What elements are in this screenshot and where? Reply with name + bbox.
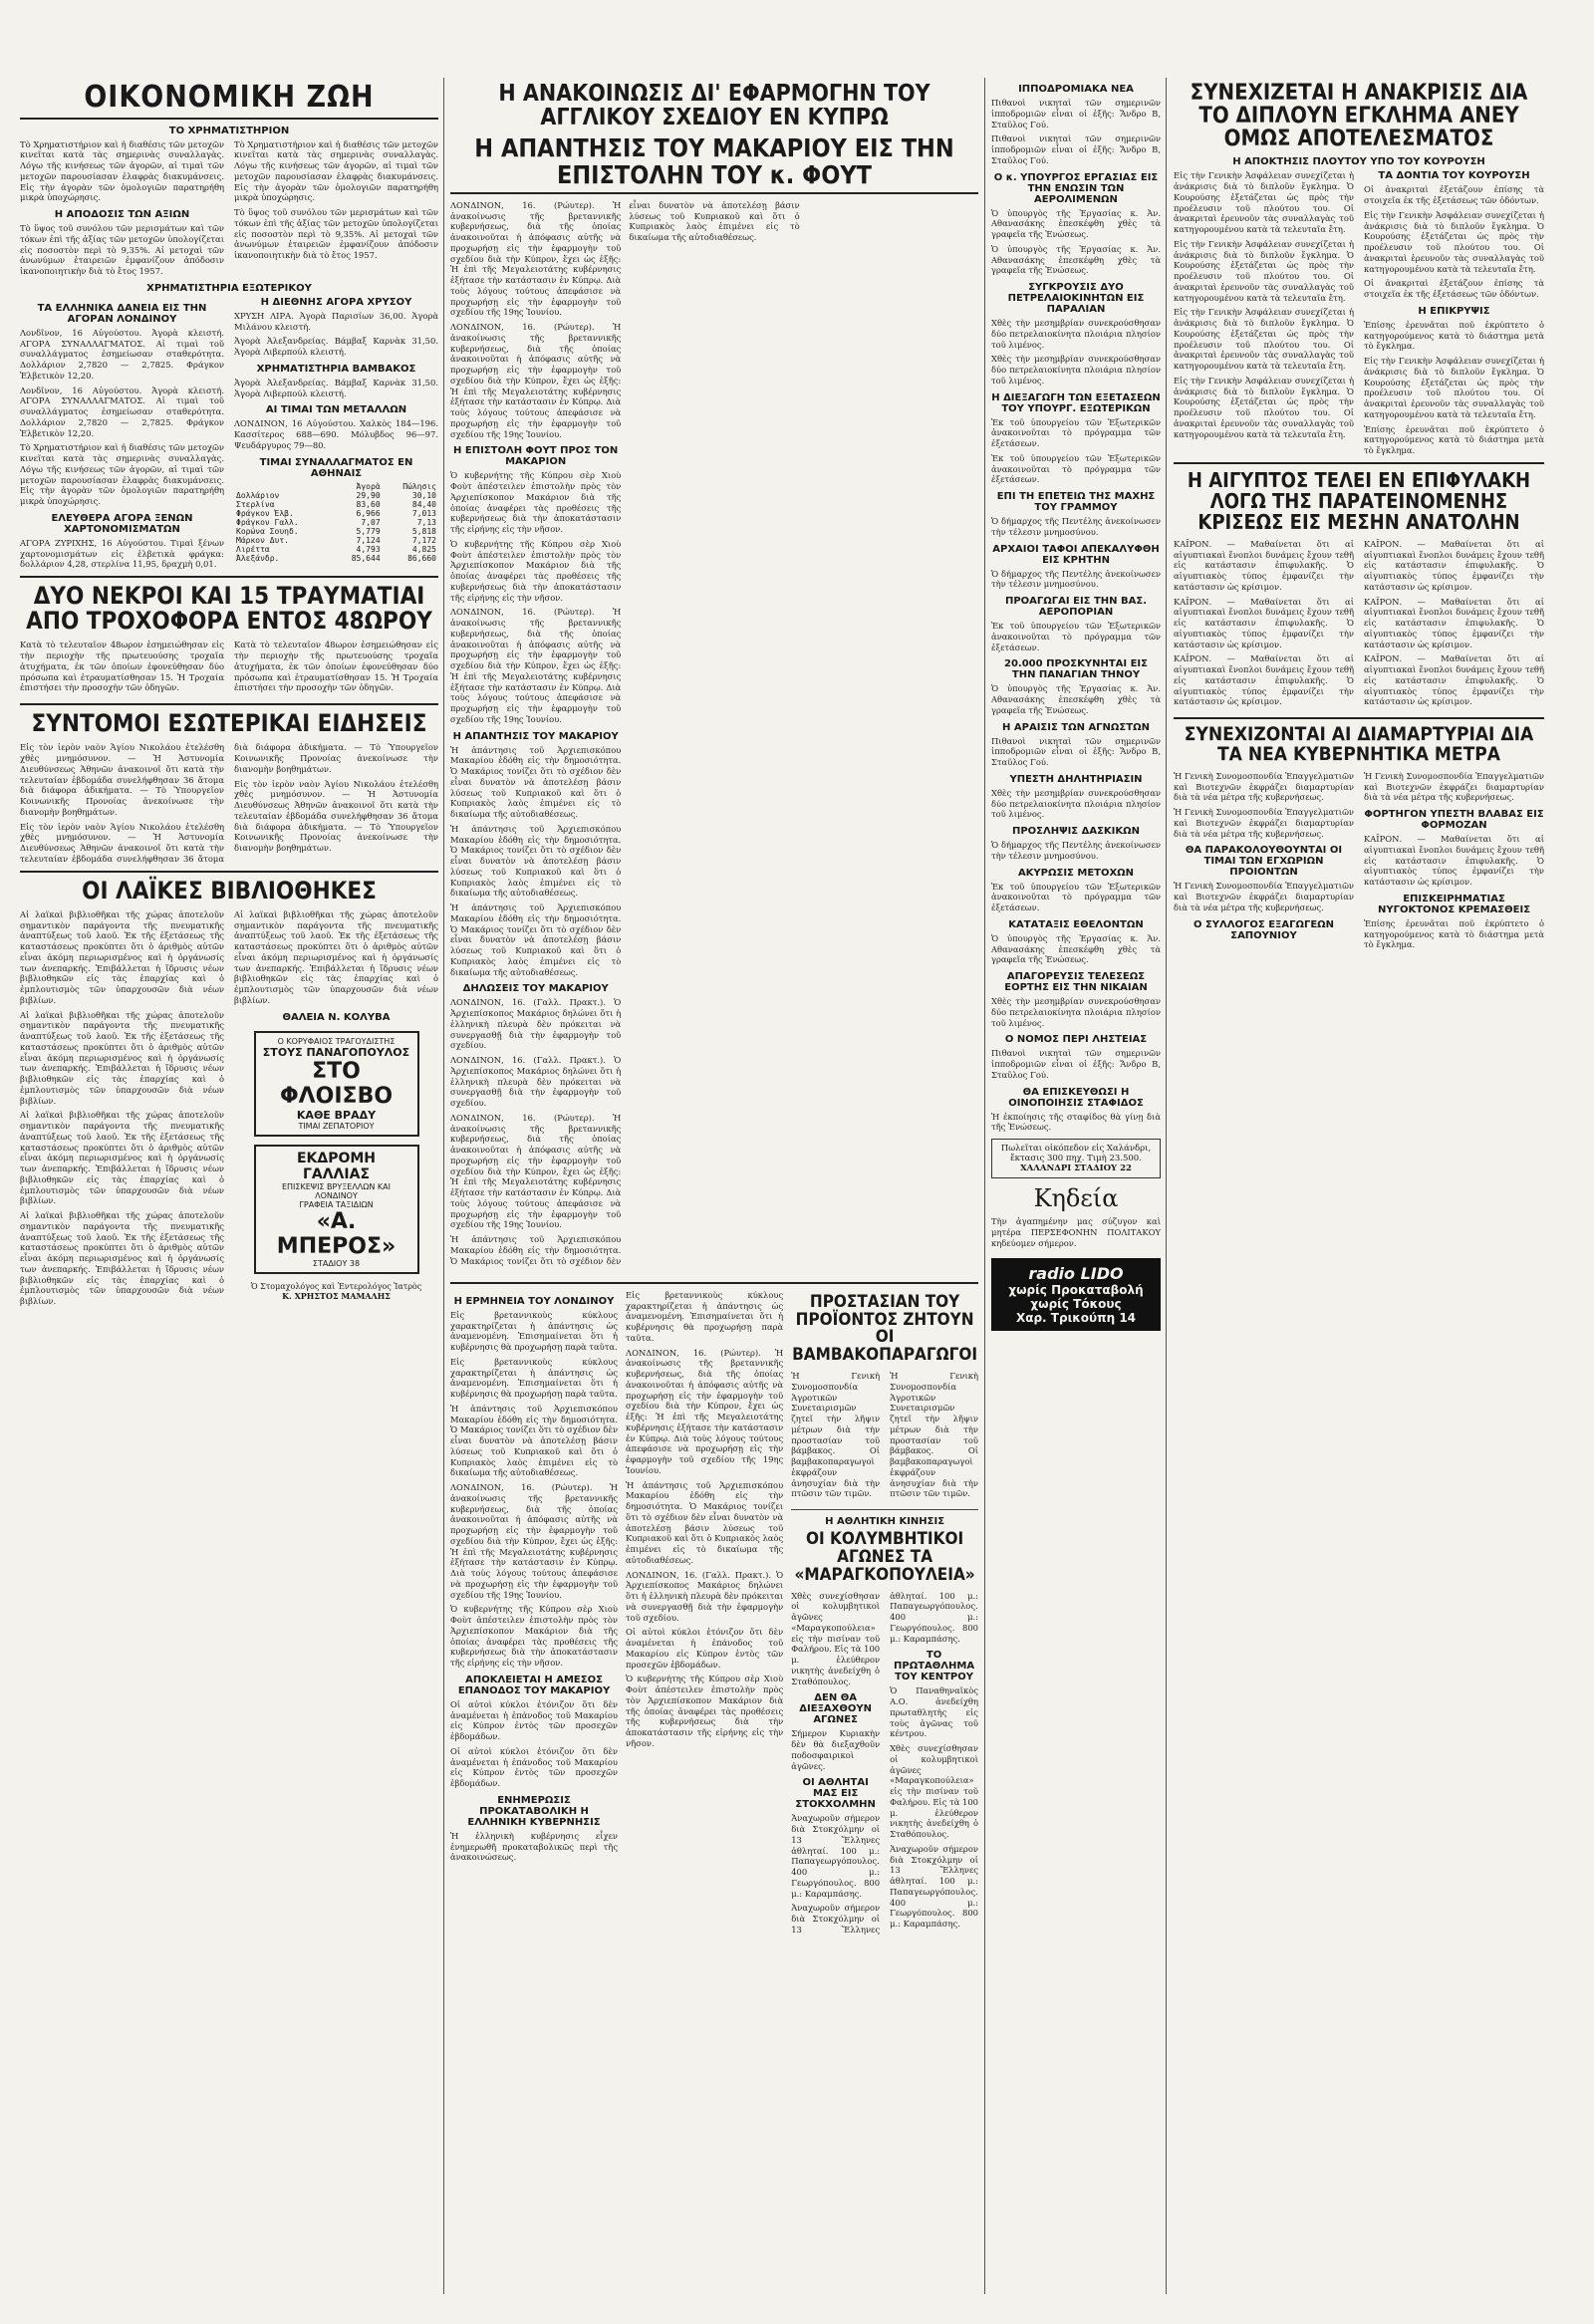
table-row	[234, 518, 438, 527]
libraries-section	[20, 909, 438, 1311]
article-text: ΑΓΟΡΑ ΖΥΡΙΧΗΣ, 16 Αὐγούστου. Τιμαὶ ξένων χαρτονομισμάτων εἰς ἑλβετικὰ φράγκα: δολλάριον 4,28, στερλίνα 11,95, δραχμὴ 0,01.	[20, 537, 224, 570]
article-text: Ἡ Γενικὴ Συνομοσπονδία Ἐπαγγελματιῶν καὶ Βιοτεχνῶν ἐκφράζει διαμαρτυρίαν διὰ τὰ νέα μέτρα τῆς κυβερνήσεως.	[1174, 807, 1354, 839]
article-text: ΛΟΝΔΙΝΟΝ, 16. (Ρώυτερ). Ἡ ἀνακοίνωσις τῆς βρεταννικῆς κυβερνήσεως, διὰ τῆς ὁποίας ἀνακοινοῦται ἡ ἀπόφασις αὐτῆς νὰ προχωρήσῃ εἰς τὴν ἐφαρμογὴν τοῦ σχεδίου διὰ τὴν Κύπρον, ἔχει ὡς ἑξῆς: Ἡ ἐπὶ τῆς Μεγαλειοτάτης κυβέρνησις ἐξήτασε τὴν κατάστασιν ἐν Κύπρῳ. Διὰ τοὺς λόγους τούτους ἀπεφάσισε νὰ προχωρήσῃ εἰς τὴν ἐφαρμογὴν τοῦ σχεδίου τῆς 19ης Ἰουνίου.	[450, 1482, 619, 1600]
subheading: ΔΗΛΩΣΕΙΣ ΤΟΥ ΜΑΚΑΡΙΟΥ	[462, 983, 609, 995]
column-rule	[443, 78, 444, 2294]
headline: ΟΙ ΛΑΪΚΕΣ ΒΙΒΛΙΟΘΗΚΕΣ	[82, 876, 377, 904]
headline: ΠΡΟΣΤΑΣΙΑΝ ΤΟΥ ΠΡΟΪΟΝΤΟΣ ΖΗΤΟΥΝ ΟΙ ΒΑΜΒΑΚΟΠΑΡΑΓΩΓΟΙ	[792, 1291, 978, 1366]
table-cell: 7,172	[411, 535, 436, 545]
subheading: ΤΑ ΕΛΛΗΝΙΚΑ ΔΑΝΕΙΑ ΕΙΣ ΤΗΝ ΑΓΟΡΑΝ ΛΟΝΔΙΝΟΥ	[37, 302, 207, 325]
article-text: Ἡ ἀπάντησις τοῦ Ἀρχιεπισκόπου Μακαρίου ἐδόθη εἰς τὴν δημοσιότητα. Ὁ Μακάριος τονίζει ὅτι τὸ σχέδιον δὲν εἶναι δυνατὸν νὰ ἀποτελέσῃ βάσιν λύσεως τοῦ Κυπριακοῦ καὶ ὅτι ὁ Κυπριακὸς λαὸς ἐπιμένει εἰς τὸ δικαίωμα τῆς αὐτοδιαθέσεως.	[450, 199, 800, 1266]
article-text: Σήμερον Κυριακὴν δὲν θὰ διεξαχθοῦν ποδοσφαιρικοὶ ἀγῶνες.	[791, 1728, 881, 1771]
article-text: Ὁ δήμαρχος τῆς Πεντέλης ἀνεκοίνωσεν τὴν τέλεσιν μνημοσύνου.	[991, 516, 1161, 537]
article-text: Ὁ κυβερνήτης τῆς Κύπρου σὲρ Χιοὺ Φοὺτ ἀπέστειλεν ἐπιστολὴν πρὸς τὸν Ἀρχιεπίσκοπον Μακάριον διὰ τῆς ὁποίας ἀναφέρει τὰς προθέσεις τῆς κυβερνήσεως διὰ τὴν ἀποκατάστασιν τῆς εἰρήνης εἰς τὴν νῆσον.	[450, 470, 622, 535]
travel-ad	[254, 1145, 419, 1274]
radio-lido-ad	[991, 1258, 1161, 1331]
subheading: ΤΟ ΠΡΩΤΑΘΛΗΜΑ ΤΟΥ ΚΕΝΤΡΟΥ	[894, 1650, 975, 1683]
divider	[1174, 717, 1544, 719]
article-text: Οἱ αὐτοὶ κύκλοι ἐτόνιζον ὅτι δὲν ἀναμένεται ἡ ἐπάνοδος τοῦ Μακαρίου εἰς Κύπρον ἐντὸς τῶν προσεχῶν ἑβδομάδων.	[450, 1698, 619, 1742]
divider	[1174, 462, 1544, 464]
article-text: Ἐπίσης ἐρευνᾶται ποῦ ἐκρύπτετο ὁ κατηγορούμενος κατὰ τὸ διάστημα μετὰ τὸ ἔγκλημα.	[1364, 917, 1544, 950]
subheading: ΥΠΕΣΤΗ ΔΗΛΗΤΗΡΙΑΣΙΝ	[1009, 773, 1143, 785]
article-text: Χθὲς τὴν μεσημβρίαν συνεκρούσθησαν δύο πετρελαιοκίνητα πλοιάρια πλησίον τοῦ λιμένος.	[991, 996, 1161, 1028]
article-text: Εἰς τὸν ἱερὸν ναὸν Ἁγίου Νικολάου ἐτελέσθη χθὲς μνημόσυνον. — Ἡ Ἀστυνομία Διευθύνσεως Ἀθηνῶν ἀνακοινοῖ ὅτι κατὰ τὴν τελευταίαν ἑβδομάδα συνελήφθησαν 36 ἄτομα διὰ διάφορα ἀδικήματα. — Τὸ Ὑπουργεῖον Κοινωνικῆς Προνοίας ἀνεκοίνωσε τὴν διανομὴν βοηθημάτων.	[20, 742, 224, 817]
subheading: ΤΙΜΑΙ ΣΥΝΑΛΛΑΓΜΑΤΟΣ ΕΝ ΑΘΗΝΑΙΣ	[259, 456, 413, 479]
economic-body	[20, 139, 438, 277]
table-cell: Φράγκον Γαλλ.	[236, 517, 299, 527]
article-text: Ἀναχωροῦν σήμερον διὰ Στοκχόλμην οἱ 13 Ἕλληνες ἀθληταί. 100 μ.: Παπαγεωργόπουλος. 400 μ.: Γεωργόπουλος. 800 μ.: Καραμπάσης.	[890, 1843, 978, 1930]
doctor-ad	[234, 1282, 438, 1301]
table-cell: 4,825	[411, 544, 436, 554]
subheading: ΦΟΡΤΗΓΟΝ ΥΠΕΣΤΗ ΒΛΑΒΑΣ ΕΙΣ ΦΟΡΜΟΖΑΝ	[1364, 809, 1544, 832]
subheading: 20.000 ΠΡΟΣΚΥΝΗΤΑΙ ΕΙΣ ΤΗΝ ΠΑΝΑΓΙΑΝ ΤΗΝΟΥ	[1004, 658, 1148, 681]
article-text: Κατὰ τὸ τελευταῖον 48ωρον ἐσημειώθησαν εἰς τὴν περιοχὴν τῆς πρωτευούσης τροχαῖα ἀτυχήματα, ἐκ τῶν ὁποίων ἐφονεύθησαν δύο πρόσωπα καὶ ἐτραυματίσθησαν 15. Ἡ Τροχαία ἐπιστήσει τὴν προσοχὴν τῶν ὁδηγῶν.	[234, 640, 438, 693]
ad-line: ΓΡΑΦΕΙΑ ΤΑΞΙΔΙΩΝ	[299, 1199, 374, 1209]
article-text: Τὴν ἀγαπημένην μας σύζυγον καὶ μητέρα ΠΕΡΣΕΦΟΝΗΝ ΠΟΛΙΤΑΚΟΥ κηδεύομεν σήμερον.	[991, 1216, 1161, 1248]
section-label: Η ΑΘΛΗΤΙΚΗ ΚΙΝΗΣΙΣ	[825, 1516, 945, 1528]
cyprus-lower-right	[626, 1290, 783, 1936]
short-news-column	[991, 78, 1161, 2294]
article-text: ΧΡΥΣΗ ΛΙΡΑ. Ἀγορὰ Παρισίων 36,00. Ἀγορὰ Μιλάνου κλειστή.	[234, 310, 438, 332]
subheading: ΧΡΗΜΑΤΙΣΤΗΡΙΑ ΒΑΜΒΑΚΟΣ	[256, 363, 416, 375]
article-text: Ὁ κυβερνήτης τῆς Κύπρου σὲρ Χιοὺ Φοὺτ ἀπέστειλεν ἐπιστολὴν πρὸς τὸν Ἀρχιεπίσκοπον Μακάριον διὰ τῆς ὁποίας ἀναφέρει τὰς προθέσεις τῆς κυβερνήσεως διὰ τὴν ἀποκατάστασιν τῆς εἰρήνης εἰς τὴν νῆσον.	[450, 538, 622, 603]
table-cell: 6,966	[356, 508, 381, 518]
table-cell: Δολλάριον	[236, 490, 280, 500]
table-row	[234, 554, 438, 563]
divider	[20, 871, 438, 873]
column-rule	[1166, 78, 1167, 2294]
table-cell: 86,660	[407, 553, 436, 563]
subheading: ΕΠΙ ΤΗ ΕΠΕΤΕΙΩ ΤΗΣ ΜΑΧΗΣ ΤΟΥ ΓΡΑΜΜΟΥ	[996, 491, 1156, 513]
subheading: Ο ΣΥΛΛΟΓΟΣ ΕΞΑΓΩΓΕΩΝ ΣΑΠΟΥΝΙΟΥ	[1193, 918, 1335, 941]
article-text: ΚΑΪΡΟΝ. — Μαθαίνεται ὅτι αἱ αἰγυπτιακαὶ ἔνοπλοι δυνάμεις ἔχουν τεθῆ εἰς κατάστασιν ἐπιφυλακῆς. Ὁ αἰγυπτιακὸς τύπος ἐμφανίζει τὴν κατάστασιν ὡς κρίσιμον.	[1364, 596, 1544, 649]
sports-section	[791, 1290, 978, 1936]
subheading: ΤΑ ΔΟΝΤΙΑ ΤΟΥ ΚΟΥΡΟΥΣΗ	[1378, 170, 1530, 182]
table-cell: Στερλίνα	[236, 499, 275, 509]
article-text: ΚΑΪΡΟΝ. — Μαθαίνεται ὅτι αἱ αἰγυπτιακαὶ ἔνοπλοι δυνάμεις ἔχουν τεθῆ εἰς κατάστασιν ἐπιφυλακῆς. Ὁ αἰγυπτιακὸς τύπος ἐμφανίζει τὴν κατάστασιν ὡς κρίσιμον.	[1364, 653, 1544, 707]
sports-body	[791, 1591, 978, 1936]
subheading: ΕΝΗΜΕΡΩΣΙΣ ΠΡΟΚΑΤΑΒΟΛΙΚΗ Η ΕΛΛΗΝΙΚΗ ΚΥΒΕΡΝΗΣΙΣ	[467, 1794, 601, 1828]
article-text: Πιθανοὶ νικηταὶ τῶν σημερινῶν ἱπποδρομιῶν εἶναι οἱ ἑξῆς: Ἄνδρο Β, Σταῦλος Γού.	[991, 735, 1161, 767]
cyprus-column	[450, 78, 978, 2294]
article-text: Χθὲς τὴν μεσημβρίαν συνεκρούσθησαν δύο πετρελαιοκίνητα πλοιάρια πλησίον τοῦ λιμένος.	[991, 787, 1161, 820]
article-text: Ἡ Γενικὴ Συνομοσπονδία Ἀγροτικῶν Συνεταιρισμῶν ζητεῖ τὴν λῆψιν μέτρων διὰ τὴν προστασίαν τοῦ βάμβακος. Οἱ βαμβακοπαραγωγοὶ ἐκφράζουν ἀνησυχίαν διὰ τὴν πτῶσιν τῶν τιμῶν.	[890, 1371, 978, 1499]
table-row	[234, 500, 438, 509]
divider	[20, 703, 438, 705]
article-text: ΛΟΝΔΙΝΟΝ, 16. (Ρώυτερ). Ἡ ἀνακοίνωσις τῆς βρεταννικῆς κυβερνήσεως, διὰ τῆς ὁποίας ἀνακοινοῦται ἡ ἀπόφασις αὐτῆς νὰ προχωρήσῃ εἰς τὴν ἐφαρμογὴν τοῦ σχεδίου διὰ τὴν Κύπρον, ἔχει ὡς ἑξῆς: Ἡ ἐπὶ τῆς Μεγαλειοτάτης κυβέρνησις ἐξήτασε τὴν κατάστασιν ἐν Κύπρῳ. Διὰ τοὺς λόγους τούτους ἀπεφάσισε νὰ προχωρήσῃ εἰς τὴν ἐφαρμογὴν τοῦ σχεδίου τῆς 19ης Ἰουνίου.	[450, 607, 622, 724]
article-text: Ὁ ὑπουργὸς τῆς Ἐργασίας κ. Ἀν. Αθανασάκης ἐπεσκέφθη χθὲς τὰ γραφεῖα τῆς Ἑνώσεως.	[991, 683, 1161, 715]
ad-line: Χαρ. Τρικούπη 14	[1015, 1311, 1137, 1326]
funeral-heading: Κηδεία	[1033, 1184, 1119, 1212]
article-text: Ὁ δήμαρχος τῆς Πεντέλης ἀνεκοίνωσεν τὴν τέλεσιν μνημοσύνου.	[991, 568, 1161, 590]
table-cell: Πώλησις	[402, 481, 436, 491]
article-text: Ἐκ τοῦ ὑπουργείου τῶν Ἐξωτερικῶν ἀνακοινοῦται τὸ πρόγραμμα τῶν ἐξετάσεων.	[991, 621, 1161, 652]
cyprus-body	[450, 200, 978, 1276]
article-text: ΚΑΪΡΟΝ. — Μαθαίνεται ὅτι αἱ αἰγυπτιακαὶ ἔνοπλοι δυνάμεις ἔχουν τεθῆ εἰς κατάστασιν ἐπιφυλακῆς. Ὁ αἰγυπτιακὸς τύπος ἐμφανίζει τὴν κατάστασιν ὡς κρίσιμον.	[1174, 538, 1354, 592]
article-text: Ἀναχωροῦν σήμερον διὰ Στοκχόλμην οἱ 13 Ἕλληνες ἀθληταί. 100 μ.: Παπαγεωργόπουλος. 400 μ.: Γεωργόπουλος. 800 μ.: Καραμπάσης.	[791, 1590, 978, 1935]
table-cell: 83,60	[356, 499, 381, 509]
table-cell: Φράγκον Ἑλβ.	[236, 508, 294, 518]
subheading: ΔΕΝ ΘΑ ΔΙΕΞΑΧΘΟΥΝ ΑΓΩΝΕΣ	[799, 1692, 872, 1726]
article-text: Ὁ δήμαρχος τῆς Πεντέλης ἀνεκοίνωσεν τὴν τέλεσιν μνημοσύνου.	[991, 840, 1161, 861]
table-row	[234, 482, 438, 491]
ad-line: Πωλεῖται οἰκόπεδον εἰς Χαλάνδρι, ἔκτασις 300 πηχ. Τιμὴ 23.500.	[1000, 1144, 1152, 1163]
subheading: ΑΡΧΑΙΟΙ ΤΑΦΟΙ ΑΠΕΚΑΛΥΦΘΗ ΕΙΣ ΚΡΗΤΗΝ	[992, 543, 1160, 566]
article-text: Αἱ λαϊκαὶ βιβλιοθῆκαι τῆς χώρας ἀποτελοῦν σημαντικὸν παράγοντα τῆς πνευματικῆς ἀναπτύξεως τοῦ λαοῦ. Ἐκ τῆς ἐξετάσεως τῆς καταστάσεως προκύπτει ὅτι ὁ ἀριθμὸς αὐτῶν εἶναι ἀκόμη περιωρισμένος καὶ ἡ ὀργάνωσίς των ἀνεπαρκής. Ἐπιβάλλεται ἡ ἵδρυσις νέων βιβλιοθηκῶν εἰς τὰς ἐπαρχίας καὶ ὁ ἐμπλουτισμὸς τῶν ὑπαρχουσῶν διὰ νέων βιβλίων.	[234, 908, 438, 1005]
subheading: Η ΔΙΕΞΑΓΩΓΗ ΤΩΝ ΕΞΕΤΑΣΕΩΝ ΤΟΥ ΥΠΟΥΡΓ. ΕΞΩΤΕΡΙΚΩΝ	[991, 391, 1161, 414]
byline: ΘΑΛΕΙΑ Ν. ΚΟΛΥΒΑ	[282, 1011, 391, 1023]
table-cell: 30,10	[411, 490, 436, 500]
table-cell: Μάρκον Δυτ.	[236, 535, 289, 545]
article-text: Λονδῖνον, 16 Αὐγούστου. Ἀγορὰ κλειστή. ΑΓΟΡΑ ΣΥΝΑΛΛΑΓΜΑΤΟΣ. Αἱ τιμαὶ τοῦ συναλλάγματος ἐσημείωσαν σταθερότητα. Δολλάριον 2,7820 — 2,7825. Φράγκον Ἑλβετικὸν 12,20.	[20, 385, 224, 438]
subheading: ΚΑΤΑΤΑΞΙΣ ΕΘΕΛΟΝΤΩΝ	[1008, 918, 1144, 930]
article-text: Ἡ ἀπάντησις τοῦ Ἀρχιεπισκόπου Μακαρίου ἐδόθη εἰς τὴν δημοσιότητα. Ὁ Μακάριος τονίζει ὅτι τὸ σχέδιον δὲν εἶναι δυνατὸν νὰ ἀποτελέσῃ βάσιν λύσεως τοῦ Κυπριακοῦ καὶ ὅτι ὁ Κυπριακὸς λαὸς ἐπιμένει εἰς τὸ δικαίωμα τῆς αὐτοδιαθέσεως.	[450, 744, 622, 820]
article-text: Χθὲς τὴν μεσημβρίαν συνεκρούσθησαν δύο πετρελαιοκίνητα πλοιάρια πλησίον τοῦ λιμένος.	[991, 318, 1161, 350]
table-cell: Ἀλεξάνδρ.	[236, 553, 280, 563]
subheading: Η ΔΙΕΘΝΗΣ ΑΓΟΡΑ ΧΡΥΣΟΥ	[260, 296, 412, 308]
article-text: ΛΟΝΔΙΝΟΝ, 16. (Γαλλ. Πρακτ.). Ὁ Ἀρχιεπίσκοπος Μακάριος δηλώνει ὅτι ἡ ἑλληνικὴ πλευρὰ δὲν πρόκειται νὰ συνεργασθῇ διὰ τὴν ἐφαρμογὴν τοῦ σχεδίου.	[626, 1569, 784, 1623]
headline: ΣΥΝΤΟΜΟΙ ΕΣΩΤΕΡΙΚΑΙ ΕΙΔΗΣΕΙΣ	[31, 709, 427, 738]
subheading: ΠΡΟΣΛΗΨΙΣ ΔΑΣΚΙΚΩΝ	[1011, 826, 1141, 837]
subheading: Ο κ. ΥΠΟΥΡΓΟΣ ΕΡΓΑΣΙΑΣ ΕΙΣ ΤΗΝ ΕΝΩΣΙΝ ΤΩΝ ΑΕΡΟΛΙΜΕΝΩΝ	[993, 171, 1159, 205]
subheading: Ο ΝΟΜΟΣ ΠΕΡΙ ΛΗΣΤΕΙΑΣ	[1004, 1034, 1148, 1046]
article-text: Οἱ ἀνακριταὶ ἐξετάζουν ἐπίσης τὰ στοιχεῖα ἐκ τῆς ἐξετάσεως τῶν ὀδόντων.	[1364, 184, 1544, 206]
article-text: Ἡ Γενικὴ Συνομοσπονδία Ἐπαγγελματιῶν καὶ Βιοτεχνῶν ἐκφράζει διαμαρτυρίαν διὰ τὰ νέα μέτρα τῆς κυβερνήσεως.	[1174, 881, 1354, 912]
subheading: Η ΑΠΟΔΟΣΙΣ ΤΩΝ ΑΞΙΩΝ	[54, 209, 190, 220]
article-text: Ἀγορὰ Ἀλεξανδρείας. Βάμβαξ Καρνὰκ 31,50. Ἀγορὰ Λιβερπούλ κλειστή.	[234, 336, 438, 357]
subheading: ΙΠΠΟΔΡΟΜΙΑΚΑ ΝΕΑ	[1018, 84, 1134, 95]
subheading: ΑΠΟΚΛΕΙΕΤΑΙ Η ΑΜΕΣΟΣ ΕΠΑΝΟΔΟΣ ΤΟΥ ΜΑΚΑΡΙΟΥ	[457, 1674, 611, 1696]
article-text: Ἡ ἑλληνικὴ κυβέρνησις εἶχεν ἐνημερωθῆ προκαταβολικῶς περὶ τῆς ἀνακοινώσεως.	[450, 1830, 619, 1863]
article-text: Χθὲς τὴν μεσημβρίαν συνεκρούσθησαν δύο πετρελαιοκίνητα πλοιάρια πλησίον τοῦ λιμένος.	[991, 354, 1161, 386]
article-body	[1174, 539, 1544, 711]
article-text: Τὸ Χρηματιστήριον καὶ ἡ διαθέσις τῶν μετοχῶν κινεῖται κατὰ τὰς σημερινὰς συναλλαγὰς. Λόγω τῆς κινήσεως τῶν ἀγορῶν, αἱ τιμαὶ τῶν μετοχῶν παρουσίασαν ἐλαφρὰς διακυμάνσεις. Εἰς τὴν ἀγορὰν τῶν ὁμολογιῶν παρατηρήθη μικρὰ ὑποχώρησις.	[234, 138, 438, 203]
article-text: Ἡ Γενικὴ Συνομοσπονδία Ἐπαγγελματιῶν καὶ Βιοτεχνῶν ἐκφράζει διαμαρτυρίαν διὰ τὰ νέα μέτρα τῆς κυβερνήσεως.	[1174, 770, 1354, 803]
table-cell: 5,818	[411, 526, 436, 536]
table-cell: Λιρέττα	[236, 544, 270, 554]
article-text: Ὁ ὑπουργὸς τῆς Ἐργασίας κ. Ἀν. Αθανασάκης ἐπεσκέφθη χθὲς τὰ γραφεῖα τῆς Ἑνώσεως.	[991, 932, 1161, 965]
article-text: ΛΟΝΔΙΝΟΝ, 16. (Ρώυτερ). Ἡ ἀνακοίνωσις τῆς βρεταννικῆς κυβερνήσεως, διὰ τῆς ὁποίας ἀνακοινοῦται ἡ ἀπόφασις αὐτῆς νὰ προχωρήσῃ εἰς τὴν ἐφαρμογὴν τοῦ σχεδίου διὰ τὴν Κύπρον, ἔχει ὡς ἑξῆς: Ἡ ἐπὶ τῆς Μεγαλειοτάτης κυβέρνησις ἐξήτασε τὴν κατάστασιν ἐν Κύπρῳ. Διὰ τοὺς λόγους τούτους ἀπεφάσισε νὰ προχωρήσῃ εἰς τὴν ἐφαρμογὴν τοῦ σχεδίου τῆς 19ης Ἰουνίου.	[626, 1347, 784, 1475]
article-text: Εἰς τὴν Γενικὴν Ἀσφάλειαν συνεχίζεται ἡ ἀνάκρισις διὰ τὸ διπλοῦν ἔγκλημα. Ὁ Κουρούσης ἐξετάζεται ὡς πρὸς τὴν προέλευσιν τοῦ πλούτου του. Οἱ ἀνακριταὶ ἐρευνοῦν τὰς συναλλαγὰς τοῦ κατηγορουμένου κατὰ τὰ τελευταῖα ἔτη.	[1174, 238, 1354, 303]
article-text: Πιθανοὶ νικηταὶ τῶν σημερινῶν ἱπποδρομιῶν εἶναι οἱ ἑξῆς: Ἄνδρο Β, Σταῦλος Γού.	[991, 1048, 1161, 1080]
article-text: Εἰς βρεταννικοὺς κύκλους χαρακτηρίζεται ἡ ἀπάντησις ὡς ἀναμενομένη. Ἐπισημαίνεται ὅτι ἡ κυβέρνησις θὰ προχωρήσῃ παρὰ ταῦτα.	[626, 1289, 784, 1343]
subheading: ΠΡΟΑΓΩΓΑΙ ΕΙΣ ΤΗΝ ΒΑΣ. ΑΕΡΟΠΟΡΙΑΝ	[1004, 596, 1148, 618]
divider	[20, 576, 438, 578]
article-text: ΛΟΝΔΙΝΟΝ, 16 Αὐγούστου. Χαλκὸς 184—196. Κασσίτερος 688—690. Μόλυβδος 96—97. Ψευδάργυρος 79—80.	[234, 418, 438, 450]
headline: Η ΑΠΑΝΤΗΣΙΣ ΤΟΥ ΜΑΚΑΡΙΟΥ ΕΙΣ ΤΗΝ ΕΠΙΣΤΟΛΗΝ ΤΟΥ κ. ΦΟΥΤ	[450, 135, 978, 194]
article-text: Εἰς τὴν Γενικὴν Ἀσφάλειαν συνεχίζεται ἡ ἀνάκρισις διὰ τὸ διπλοῦν ἔγκλημα. Ὁ Κουρούσης ἐξετάζεται ὡς πρὸς τὴν προέλευσιν τοῦ πλούτου του. Οἱ ἀνακριταὶ ἐρευνοῦν τὰς συναλλαγὰς τοῦ κατηγορουμένου κατὰ τὰ τελευταῖα ἔτη.	[1364, 356, 1544, 419]
article-body	[1174, 170, 1544, 456]
article-text: ΚΑΪΡΟΝ. — Μαθαίνεται ὅτι αἱ αἰγυπτιακαὶ ἔνοπλοι δυνάμεις ἔχουν τεθῆ εἰς κατάστασιν ἐπιφυλακῆς. Ὁ αἰγυπτιακὸς τύπος ἐμφανίζει τὴν κατάστασιν ὡς κρίσιμον.	[1364, 834, 1544, 888]
article-text: Τὸ Χρηματιστήριον καὶ ἡ διαθέσις τῶν μετοχῶν κινεῖται κατὰ τὰς σημερινὰς συναλλαγὰς. Λόγω τῆς κινήσεως τῶν ἀγορῶν, αἱ τιμαὶ τῶν μετοχῶν παρουσίασαν ἐλαφρὰς διακυμάνσεις. Εἰς τὴν ἀγορὰν τῶν ὁμολογιῶν παρατηρήθη μικρὰ ὑποχώρησις.	[20, 442, 224, 506]
ad-line: ΣΤΑΔΙΟΥ 38	[312, 1258, 361, 1268]
article-text: Ἐκ τοῦ ὑπουργείου τῶν Ἐξωτερικῶν ἀνακοινοῦται τὸ πρόγραμμα τῶν ἐξετάσεων.	[991, 881, 1161, 912]
right-column	[1174, 78, 1544, 2294]
article-text: Πιθανοὶ νικηταὶ τῶν σημερινῶν ἱπποδρομιῶν εἶναι οἱ ἑξῆς: Ἄνδρο Β, Σταῦλος Γού.	[991, 98, 1161, 129]
libraries-text	[20, 909, 224, 1311]
subheading: ΘΑ ΠΑΡΑΚΟΛΟΥΘΟΥΝΤΑΙ ΟΙ ΤΙΜΑΙ ΤΩΝ ΕΓΧΩΡΙΩΝ ΠΡΟΙΟΝΤΩΝ	[1185, 845, 1343, 879]
article-text: Ὁ κυβερνήτης τῆς Κύπρου σὲρ Χιοὺ Φοὺτ ἀπέστειλεν ἐπιστολὴν πρὸς τὸν Ἀρχιεπίσκοπον Μακάριον διὰ τῆς ὁποίας ἀναφέρει τὰς προθέσεις τῆς κυβερνήσεως διὰ τὴν ἀποκατάστασιν τῆς εἰρήνης εἰς τὴν νῆσον.	[450, 1604, 619, 1669]
subheading: Η ΑΠΑΝΤΗΣΙΣ ΤΟΥ ΜΑΚΑΡΙΟΥ	[452, 730, 619, 742]
article-text: Οἱ ἀνακριταὶ ἐξετάζουν ἐπίσης τὰ στοιχεῖα ἐκ τῆς ἐξετάσεως τῶν ὀδόντων.	[1364, 278, 1544, 300]
article-body	[20, 640, 438, 697]
article-text: Εἰς βρεταννικοὺς κύκλους χαρακτηρίζεται ἡ ἀπάντησις ὡς ἀναμενομένη. Ἐπισημαίνεται ὅτι ἡ κυβέρνησις θὰ προχωρήσῃ παρὰ ταῦτα.	[450, 1309, 619, 1353]
table-row	[234, 527, 438, 536]
cyprus-lower-left	[450, 1290, 618, 1936]
article-text: Εἰς τὴν Γενικὴν Ἀσφάλειαν συνεχίζεται ἡ ἀνάκρισις διὰ τὸ διπλοῦν ἔγκλημα. Ὁ Κουρούσης ἐξετάζεται ὡς πρὸς τὴν προέλευσιν τοῦ πλούτου του. Οἱ ἀνακριταὶ ἐρευνοῦν τὰς συναλλαγὰς τοῦ κατηγορουμένου κατὰ τὰ τελευταῖα ἔτη.	[1174, 375, 1354, 439]
article-text: ΛΟΝΔΙΝΟΝ, 16. (Ρώυτερ). Ἡ ἀνακοίνωσις τῆς βρεταννικῆς κυβερνήσεως, διὰ τῆς ὁποίας ἀνακοινοῦται ἡ ἀπόφασις αὐτῆς νὰ προχωρήσῃ εἰς τὴν ἐφαρμογὴν τοῦ σχεδίου διὰ τὴν Κύπρον, ἔχει ὡς ἑξῆς: Ἡ ἐπὶ τῆς Μεγαλειοτάτης κυβέρνησις ἐξήτασε τὴν κατάστασιν ἐν Κύπρῳ. Διὰ τοὺς λόγους τούτους ἀπεφάσισε νὰ προχωρήσῃ εἰς τὴν ἐφαρμογὴν τοῦ σχεδίου τῆς 19ης Ἰουνίου.	[450, 1112, 622, 1230]
article-text: ΚΑΪΡΟΝ. — Μαθαίνεται ὅτι αἱ αἰγυπτιακαὶ ἔνοπλοι δυνάμεις ἔχουν τεθῆ εἰς κατάστασιν ἐπιφυλακῆς. Ὁ αἰγυπτιακὸς τύπος ἐμφανίζει τὴν κατάστασιν ὡς κρίσιμον.	[1364, 538, 1544, 592]
table-cell: 5,779	[356, 526, 381, 536]
article-text: Αἱ λαϊκαὶ βιβλιοθῆκαι τῆς χώρας ἀποτελοῦν σημαντικὸν παράγοντα τῆς πνευματικῆς ἀναπτύξεως τοῦ λαοῦ. Ἐκ τῆς ἐξετάσεως τῆς καταστάσεως προκύπτει ὅτι ὁ ἀριθμὸς αὐτῶν εἶναι ἀκόμη περιωρισμένος καὶ ἡ ὀργάνωσίς των ἀνεπαρκής. Ἐπιβάλλεται ἡ ἵδρυσις νέων βιβλιοθηκῶν εἰς τὰς ἐπαρχίας καὶ ὁ ἐμπλουτισμὸς τῶν ὑπαρχουσῶν διὰ νέων βιβλίων.	[20, 1210, 224, 1306]
article-text: Εἰς τὴν Γενικὴν Ἀσφάλειαν συνεχίζεται ἡ ἀνάκρισις διὰ τὸ διπλοῦν ἔγκλημα. Ὁ Κουρούσης ἐξετάζεται ὡς πρὸς τὴν προέλευσιν τοῦ πλούτου του. Οἱ ἀνακριταὶ ἐρευνοῦν τὰς συναλλαγὰς τοῦ κατηγορουμένου κατὰ τὰ τελευταῖα ἔτη.	[1174, 307, 1354, 372]
ad-line: ΣΤΟΥΣ ΠΑΝΑΓΟΠΟΥΛΟΣ	[262, 1045, 410, 1059]
article-text: Ἡ ἐκποίησις τῆς σταφίδος θὰ γίνῃ διὰ τῆς Ἑνώσεως.	[991, 1111, 1161, 1133]
headline: Η ΑΝΑΚΟΙΝΩΣΙΣ ΔΙ' ΕΦΑΡΜΟΓΗΝ ΤΟΥ ΑΓΓΛΙΚΟΥ ΣΧΕΔΙΟΥ ΕΝ ΚΥΠΡΩ	[498, 81, 930, 131]
ad-line: ΤΙΜΑΙ ΖΕΠΑΤΟΡΙΟΥ	[298, 1121, 375, 1131]
ad-line: «Α. ΜΠΕΡΟΣ»	[276, 1208, 397, 1259]
article-text: Οἱ αὐτοὶ κύκλοι ἐτόνιζον ὅτι δὲν ἀναμένεται ἡ ἐπάνοδος τοῦ Μακαρίου εἰς Κύπρον ἐντὸς τῶν προσεχῶν ἑβδομάδων.	[450, 1745, 619, 1789]
article-text: Ἡ Γενικὴ Συνομοσπονδία Ἐπαγγελματιῶν καὶ Βιοτεχνῶν ἐκφράζει διαμαρτυρίαν διὰ τὰ νέα μέτρα τῆς κυβερνήσεως.	[1364, 770, 1544, 803]
article-text: Τὸ ὕψος τοῦ συνόλου τῶν μερισμάτων καὶ τῶν τόκων ἐπὶ τῆς ἀξίας τῶν μετοχῶν ὑπολογίζεται εἰς ποσοστὸν περὶ τὸ 9,35%. Αἱ μετοχαὶ τῶν ἀνωνύμων ἑταιρειῶν ἐμφανίζουν ἀπόδοσιν ἱκανοποιητικὴν διὰ τὸ ἔτος 1957.	[234, 207, 438, 260]
table-cell: Ἀγορὰ	[356, 481, 381, 491]
headline: ΟΙ ΚΟΛΥΜΒΗΤΙΚΟΙ ΑΓΩΝΕΣ ΤΑ «ΜΑΡΑΓΚΟΠΟΥΛΕΙΑ»	[794, 1529, 975, 1585]
article-text: Τὸ Χρηματιστήριον καὶ ἡ διαθέσις τῶν μετοχῶν κινεῖται κατὰ τὰς σημερινὰς συναλλαγὰς. Λόγω τῆς κινήσεως τῶν ἀγορῶν, αἱ τιμαὶ τῶν μετοχῶν παρουσίασαν ἐλαφρὰς διακυμάνσεις. Εἰς τὴν ἀγορὰν τῶν ὁμολογιῶν παρατηρήθη μικρὰ ὑποχώρησις.	[20, 138, 224, 203]
ad-line: ΣΤΟ ΦΛΟΙΣΒΟ	[279, 1058, 394, 1109]
article-text: Ὁ Παναθηναϊκὸς Α.Ο. ἀνεδείχθη πρωταθλητὴς εἰς τοὺς ἀγῶνας τοῦ κέντρου.	[890, 1685, 978, 1739]
article-text: Εἰς τὸν ἱερὸν ναὸν Ἁγίου Νικολάου ἐτελέσθη χθὲς μνημόσυνον. — Ἡ Ἀστυνομία Διευθύνσεως Ἀθηνῶν ἀνακοινοῖ ὅτι κατὰ τὴν τελευταίαν ἑβδομάδα συνελήφθησαν 36 ἄτομα διὰ διάφορα ἀδικήματα. — Τὸ Ὑπουργεῖον Κοινωνικῆς Προνοίας ἀνεκοίνωσε τὴν διανομὴν βοηθημάτων.	[20, 742, 438, 864]
article-text: Ἡ ἀπάντησις τοῦ Ἀρχιεπισκόπου Μακαρίου ἐδόθη εἰς τὴν δημοσιότητα. Ὁ Μακάριος τονίζει ὅτι τὸ σχέδιον δὲν εἶναι δυνατὸν νὰ ἀποτελέσῃ βάσιν λύσεως τοῦ Κυπριακοῦ καὶ ὅτι ὁ Κυπριακὸς λαὸς ἐπιμένει εἰς τὸ δικαίωμα τῆς αὐτοδιαθέσεως.	[450, 903, 622, 977]
subheading: ΣΥΓΚΡΟΥΣΙΣ ΔΥΟ ΠΕΤΡΕΛΑΙΟΚΙΝΗΤΩΝ ΕΙΣ ΠΑΡΑΛΙΑΝ	[1007, 282, 1145, 315]
table-cell: 7,013	[411, 508, 436, 518]
table-cell: 84,40	[411, 499, 436, 509]
headline: ΣΥΝΕΧΙΖΟΝΤΑΙ ΑΙ ΔΙΑΜΑΡΤΥΡΙΑΙ ΔΙΑ ΤΑ ΝΕΑ ΚΥΒΕΡΝΗΤΙΚΑ ΜΕΤΡΑ	[1184, 723, 1534, 765]
article-text: Εἰς τὴν Γενικὴν Ἀσφάλειαν συνεχίζεται ἡ ἀνάκρισις διὰ τὸ διπλοῦν ἔγκλημα. Ὁ Κουρούσης ἐξετάζεται ὡς πρὸς τὴν προέλευσιν τοῦ πλούτου του. Οἱ ἀνακριταὶ ἐρευνοῦν τὰς συναλλαγὰς τοῦ κατηγορουμένου κατὰ τὰ τελευταῖα ἔτη.	[1364, 209, 1544, 274]
classified-ad	[991, 1139, 1161, 1178]
subheading: Η ΑΡΑΙΣΙΣ ΤΩΝ ΑΓΝΩΣΤΩΝ	[1002, 721, 1150, 733]
section-title: ΟΙΚΟΝΟΜΙΚΗ ΖΩΗ	[20, 82, 438, 120]
article-text: Χθὲς συνεχίσθησαν οἱ κολυμβητικοὶ ἀγῶνες «Μαραγκοπούλεια» εἰς τὴν πισίναν τοῦ Φαλήρου. Εἰς τὰ 100 μ. ἐλεύθερον νικητὴς ἀνεδείχθη ὁ Σταθόπουλος.	[791, 1590, 881, 1686]
economic-column	[20, 78, 438, 2294]
table-cell: 7,124	[356, 535, 381, 545]
ad-line: Ὁ Στομαχολόγος καὶ Ἐντερολόγος Ἰατρὸς	[250, 1281, 422, 1291]
table-row	[234, 491, 438, 500]
article-body	[791, 1371, 978, 1503]
article-text: Ἡ ἀπάντησις τοῦ Ἀρχιεπισκόπου Μακαρίου ἐδόθη εἰς τὴν δημοσιότητα. Ὁ Μακάριος τονίζει ὅτι τὸ σχέδιον δὲν εἶναι δυνατὸν νὰ ἀποτελέσῃ βάσιν λύσεως τοῦ Κυπριακοῦ καὶ ὅτι ὁ Κυπριακὸς λαὸς ἐπιμένει εἰς τὸ δικαίωμα τῆς αὐτοδιαθέσεως.	[626, 1479, 784, 1565]
divider	[791, 1509, 978, 1510]
libraries-right	[234, 909, 438, 1311]
cyprus-lower	[450, 1290, 978, 1936]
table-cell: 29,90	[356, 490, 381, 500]
concert-ad	[254, 1031, 419, 1137]
divider	[450, 1282, 978, 1284]
subheading: ΑΠΑΓΟΡΕΥΣΙΣ ΤΕΛΕΣΕΩΣ ΕΟΡΤΗΣ ΕΙΣ ΤΗΝ ΝΙΚΑΙΑΝ	[1004, 971, 1148, 993]
table-cell: 7,07	[361, 517, 381, 527]
article-text: Εἰς τὸν ἱερὸν ναὸν Ἁγίου Νικολάου ἐτελέσθη χθὲς μνημόσυνον. — Ἡ Ἀστυνομία Διευθύνσεως Ἀθηνῶν ἀνακοινοῖ ὅτι κατὰ τὴν τελευταίαν ἑβδομάδα συνελήφθησαν 36 ἄτομα διὰ διάφορα ἀδικήματα. — Τὸ Ὑπουργεῖον Κοινωνικῆς Προνοίας ἀνεκοίνωσε τὴν διανομὴν βοηθημάτων.	[234, 778, 438, 854]
article-text: Ὁ ὑπουργὸς τῆς Ἐργασίας κ. Ἀν. Αθανασάκης ἐπεσκέφθη χθὲς τὰ γραφεῖα τῆς Ἑνώσεως.	[991, 243, 1161, 276]
headline: ΣΥΝΕΧΙΖΕΤΑΙ Η ΑΝΑΚΡΙΣΙΣ ΔΙΑ ΤΟ ΔΙΠΛΟΥΝ ΕΓΚΛΗΜΑ ΑΝΕΥ ΟΜΩΣ ΑΠΟΤΕΛΕΣΜΑΤΟΣ	[1190, 81, 1528, 152]
article-text: Χθὲς συνεχίσθησαν οἱ κολυμβητικοὶ ἀγῶνες «Μαραγκοπούλεια» εἰς τὴν πισίναν τοῦ Φαλήρου. Εἰς τὰ 100 μ. ἐλεύθερον νικητὴς ἀνεδείχθη ὁ Σταθόπουλος.	[890, 1743, 978, 1840]
article-text: Οἱ αὐτοὶ κύκλοι ἐτόνιζον ὅτι δὲν ἀναμένεται ἡ ἐπάνοδος τοῦ Μακαρίου εἰς Κύπρον ἐντὸς τῶν προσεχῶν ἑβδομάδων.	[626, 1627, 784, 1670]
article-text: Ὁ ὑπουργὸς τῆς Ἐργασίας κ. Ἀν. Αθανασάκης ἐπεσκέφθη χθὲς τὰ γραφεῖα τῆς Ἑνώσεως.	[991, 207, 1161, 239]
ad-line: radio LIDO	[1028, 1264, 1124, 1284]
subheading: Η ΑΠΟΚΤΗΣΙΣ ΠΛΟΥΤΟΥ ΥΠΟ ΤΟΥ ΚΟΥΡΟΥΣΗ	[1232, 156, 1485, 168]
article-body	[20, 742, 438, 864]
article-text: ΚΑΪΡΟΝ. — Μαθαίνεται ὅτι αἱ αἰγυπτιακαὶ ἔνοπλοι δυνάμεις ἔχουν τεθῆ εἰς κατάστασιν ἐπιφυλακῆς. Ὁ αἰγυπτιακὸς τύπος ἐμφανίζει τὴν κατάστασιν ὡς κρίσιμον.	[1174, 653, 1354, 707]
ad-line: χωρίς Προκαταβολή χωρίς Τόκους	[1008, 1283, 1144, 1312]
article-text: ΛΟΝΔΙΝΟΝ, 16. (Γαλλ. Πρακτ.). Ὁ Ἀρχιεπίσκοπος Μακάριος δηλώνει ὅτι ἡ ἑλληνικὴ πλευρὰ δὲν πρόκειται νὰ συνεργασθῇ διὰ τὴν ἐφαρμογὴν τοῦ σχεδίου.	[450, 1055, 622, 1109]
article-text: Ἀγορὰ Ἀλεξανδρείας. Βάμβαξ Καρνὰκ 31,50. Ἀγορὰ Λιβερπούλ κλειστή.	[234, 377, 438, 398]
article-text: Ἡ ἀπάντησις τοῦ Ἀρχιεπισκόπου Μακαρίου ἐδόθη εἰς τὴν δημοσιότητα. Ὁ Μακάριος τονίζει ὅτι τὸ σχέδιον δὲν εἶναι δυνατὸν νὰ ἀποτελέσῃ βάσιν λύσεως τοῦ Κυπριακοῦ καὶ ὅτι ὁ Κυπριακὸς λαὸς ἐπιμένει εἰς τὸ δικαίωμα τῆς αὐτοδιαθέσεως.	[450, 1403, 619, 1478]
headline: Η ΑΙΓΥΠΤΟΣ ΤΕΛΕΙ ΕΝ ΕΠΙΦΥΛΑΚΗ ΛΟΓΩ ΤΗΣ ΠΑΡΑΤΕΙΝΟΜΕΝΗΣ ΚΡΙΣΕΩΣ ΕΙΣ ΜΕΣΗΝ ΑΝΑΤΟΛΗΝ	[1187, 467, 1531, 534]
table-cell: 4,793	[356, 544, 381, 554]
article-body	[1174, 771, 1544, 950]
table-cell: Κορώνα Σουηδ.	[236, 526, 299, 536]
article-text: Λονδῖνον, 16 Αὐγούστου. Ἀγορὰ κλειστή. ΑΓΟΡΑ ΣΥΝΑΛΛΑΓΜΑΤΟΣ. Αἱ τιμαὶ τοῦ συναλλάγματος ἐσημείωσαν σταθερότητα. Δολλάριον 2,7820 — 2,7825. Φράγκον Ἑλβετικὸν 12,20.	[20, 327, 224, 381]
ad-line: ΧΑΛΑΝΔΡΙ ΣΤΑΔΙΟΥ 22	[1020, 1163, 1132, 1173]
subheading: ΑΙ ΤΙΜΑΙ ΤΩΝ ΜΕΤΑΛΛΩΝ	[265, 404, 407, 416]
subheading: ΟΙ ΑΘΛΗΤΑΙ ΜΑΣ ΕΙΣ ΣΤΟΚΧΟΛΜΗΝ	[795, 1777, 876, 1811]
exchange-table	[234, 482, 438, 563]
article-text: ΛΟΝΔΙΝΟΝ, 16. (Γαλλ. Πρακτ.). Ὁ Ἀρχιεπίσκοπος Μακάριος δηλώνει ὅτι ἡ ἑλληνικὴ πλευρὰ δὲν πρόκειται νὰ συνεργασθῇ διὰ τὴν ἐφαρμογὴν τοῦ σχεδίου.	[450, 997, 622, 1051]
article-text: Ἀναχωροῦν σήμερον διὰ Στοκχόλμην οἱ 13 Ἕλληνες ἀθληταί. 100 μ.: Παπαγεωργόπουλος. 400 μ.: Γεωργόπουλος. 800 μ.: Καραμπάσης.	[791, 1813, 881, 1899]
article-text: Ἡ Γενικὴ Συνομοσπονδία Ἀγροτικῶν Συνεταιρισμῶν ζητεῖ τὴν λῆψιν μέτρων διὰ τὴν προστασίαν τοῦ βάμβακος. Οἱ βαμβακοπαραγωγοὶ ἐκφράζουν ἀνησυχίαν διὰ τὴν πτῶσιν τῶν τιμῶν.	[791, 1371, 881, 1499]
subheading: Η ΕΠΙΣΤΟΛΗ ΦΟΥΤ ΠΡΟΣ ΤΟΝ ΜΑΚΑΡΙΟΝ	[453, 445, 619, 468]
article-text: Ἐκ τοῦ ὑπουργείου τῶν Ἐξωτερικῶν ἀνακοινοῦται τὸ πρόγραμμα τῶν ἐξετάσεων.	[991, 416, 1161, 448]
ad-line: ΕΠΙΣΚΕΨΙΣ ΒΡΥΞΕΛΛΩΝ ΚΑΙ ΛΟΝΔΙΝΟΥ	[281, 1181, 391, 1200]
article-text: Αἱ λαϊκαὶ βιβλιοθῆκαι τῆς χώρας ἀποτελοῦν σημαντικὸν παράγοντα τῆς πνευματικῆς ἀναπτύξεως τοῦ λαοῦ. Ἐκ τῆς ἐξετάσεως τῆς καταστάσεως προκύπτει ὅτι ὁ ἀριθμὸς αὐτῶν εἶναι ἀκόμη περιωρισμένος καὶ ἡ ὀργάνωσίς των ἀνεπαρκής. Ἐπιβάλλεται ἡ ἵδρυσις νέων βιβλιοθηκῶν εἰς τὰς ἐπαρχίας καὶ ὁ ἐμπλουτισμὸς τῶν ὑπαρχουσῶν διὰ νέων βιβλίων.	[20, 1009, 224, 1106]
subheading: ΘΑ ΕΠΙΣΚΕΥΘΩΣΙ Η ΟΙΝΟΠΟΙΗΣΙΣ ΣΤΑΦΙΔΟΣ	[1008, 1086, 1144, 1109]
article-text: ΚΑΪΡΟΝ. — Μαθαίνεται ὅτι αἱ αἰγυπτιακαὶ ἔνοπλοι δυνάμεις ἔχουν τεθῆ εἰς κατάστασιν ἐπιφυλακῆς. Ὁ αἰγυπτιακὸς τύπος ἐμφανίζει τὴν κατάστασιν ὡς κρίσιμον.	[1174, 596, 1354, 649]
article-text: Αἱ λαϊκαὶ βιβλιοθῆκαι τῆς χώρας ἀποτελοῦν σημαντικὸν παράγοντα τῆς πνευματικῆς ἀναπτύξεως τοῦ λαοῦ. Ἐκ τῆς ἐξετάσεως τῆς καταστάσεως προκύπτει ὅτι ὁ ἀριθμὸς αὐτῶν εἶναι ἀκόμη περιωρισμένος καὶ ἡ ὀργάνωσίς των ἀνεπαρκής. Ἐπιβάλλεται ἡ ἵδρυσις νέων βιβλιοθηκῶν εἰς τὰς ἐπαρχίας καὶ ὁ ἐμπλουτισμὸς τῶν ὑπαρχουσῶν διὰ νέων βιβλίων.	[20, 1110, 224, 1206]
subheading: ΕΠΙΣΚΕΙΡΗΜΑΤΙΑΣ ΝΥΓΟΚΤΟΝΟΣ ΚΡΕΜΑΣΘΕΙΣ	[1377, 893, 1531, 915]
table-row	[234, 536, 438, 545]
headline: ΔΥΟ ΝΕΚΡΟΙ ΚΑΙ 15 ΤΡΑΥΜΑΤΙΑΙ ΑΠΟ ΤΡΟΧΟΦΟΡΑ ΕΝΤΟΣ 48ΩΡΟΥ	[26, 582, 432, 636]
article-text: Κατὰ τὸ τελευταῖον 48ωρον ἐσημειώθησαν εἰς τὴν περιοχὴν τῆς πρωτευούσης τροχαῖα ἀτυχήματα, ἐκ τῶν ὁποίων ἐφονεύθησαν δύο πρόσωπα καὶ ἐτραυματίσθησαν 15. Ἡ Τροχαία ἐπιστήσει τὴν προσοχὴν τῶν ὁδηγῶν.	[20, 640, 224, 693]
ad-line: ΚΑΘΕ ΒΡΑΔΥ	[296, 1108, 377, 1122]
article-text: Ἡ ἀπάντησις τοῦ Ἀρχιεπισκόπου Μακαρίου ἐδόθη εἰς τὴν δημοσιότητα. Ὁ Μακάριος τονίζει ὅτι τὸ σχέδιον δὲν εἶναι δυνατὸν νὰ ἀποτελέσῃ βάσιν λύσεως τοῦ Κυπριακοῦ καὶ ὅτι ὁ Κυπριακὸς λαὸς ἐπιμένει εἰς τὸ δικαίωμα τῆς αὐτοδιαθέσεως.	[450, 823, 622, 899]
article-text: Πιθανοὶ νικηταὶ τῶν σημερινῶν ἱπποδρομιῶν εἶναι οἱ ἑξῆς: Ἄνδρο Β, Σταῦλος Γού.	[991, 133, 1161, 165]
article-text: Ἐκ τοῦ ὑπουργείου τῶν Ἐξωτερικῶν ἀνακοινοῦται τὸ πρόγραμμα τῶν ἐξετάσεων.	[991, 452, 1161, 485]
table-cell	[234, 482, 334, 491]
article-text: Ὁ κυβερνήτης τῆς Κύπρου σὲρ Χιοὺ Φοὺτ ἀπέστειλεν ἐπιστολὴν πρὸς τὸν Ἀρχιεπίσκοπον Μακάριον διὰ τῆς ὁποίας ἀναφέρει τὰς προθέσεις τῆς κυβερνήσεως διὰ τὴν ἀποκατάστασιν τῆς εἰρήνης εἰς τὴν νῆσον.	[626, 1674, 784, 1748]
table-row	[234, 509, 438, 518]
subheading: ΑΚΥΡΩΣΙΣ ΜΕΤΟΧΩΝ	[1017, 867, 1135, 879]
column-rule	[984, 78, 985, 2294]
table-cell: 7,13	[416, 517, 436, 527]
subheading: ΕΛΕΥΘΕΡΑ ΑΓΟΡΑ ΞΕΝΩΝ ΧΑΡΤΟΝΟΜΙΣΜΑΤΩΝ	[51, 512, 193, 535]
article-text: Ἐπίσης ἐρευνᾶται ποῦ ἐκρύπτετο ὁ κατηγορούμενος κατὰ τὸ διάστημα μετὰ τὸ ἔγκλημα.	[1364, 319, 1544, 352]
article-text: Εἰς τὴν Γενικὴν Ἀσφάλειαν συνεχίζεται ἡ ἀνάκρισις διὰ τὸ διπλοῦν ἔγκλημα. Ὁ Κουρούσης ἐξετάζεται ὡς πρὸς τὴν προέλευσιν τοῦ πλούτου του. Οἱ ἀνακριταὶ ἐρευνοῦν τὰς συναλλαγὰς τοῦ κατηγορουμένου κατὰ τὰ τελευταῖα ἔτη.	[1174, 170, 1354, 235]
article-text: Τὸ ὕψος τοῦ συνόλου τῶν μερισμάτων καὶ τῶν τόκων ἐπὶ τῆς ἀξίας τῶν μετοχῶν ὑπολογίζεται εἰς ποσοστὸν περὶ τὸ 9,35%. Αἱ μετοχαὶ τῶν ἀνωνύμων ἑταιρειῶν ἐμφανίζουν ἀπόδοσιν ἱκανοποιητικὴν διὰ τὸ ἔτος 1957.	[20, 223, 224, 276]
subheading: ΤΟ ΧΡΗΜΑΤΙΣΤΗΡΙΟΝ	[168, 125, 290, 136]
subheading: Η ΕΠΙΚΡΥΨΙΣ	[1418, 305, 1490, 317]
article-text: Αἱ λαϊκαὶ βιβλιοθῆκαι τῆς χώρας ἀποτελοῦν σημαντικὸν παράγοντα τῆς πνευματικῆς ἀναπτύξεως τοῦ λαοῦ. Ἐκ τῆς ἐξετάσεως τῆς καταστάσεως προκύπτει ὅτι ὁ ἀριθμὸς αὐτῶν εἶναι ἀκόμη περιωρισμένος καὶ ἡ ὀργάνωσίς των ἀνεπαρκής. Ἐπιβάλλεται ἡ ἵδρυσις νέων βιβλιοθηκῶν εἰς τὰς ἐπαρχίας καὶ ὁ ἐμπλουτισμὸς τῶν ὑπαρχουσῶν διὰ νέων βιβλίων.	[20, 908, 224, 1005]
subheading: ΧΡΗΜΑΤΙΣΤΗΡΙΑ ΕΞΩΤΕΡΙΚΟΥ	[146, 282, 312, 294]
table-row	[234, 545, 438, 554]
foreign-exchanges	[20, 297, 438, 570]
newspaper-page	[20, 78, 1544, 2294]
article-text: Ἐπίσης ἐρευνᾶται ποῦ ἐκρύπτετο ὁ κατηγορούμενος κατὰ τὸ διάστημα μετὰ τὸ ἔγκλημα.	[1364, 423, 1544, 456]
subheading: Η ΕΡΜΗΝΕΙΑ ΤΟΥ ΛΟΝΔΙΝΟΥ	[453, 1295, 615, 1307]
article-text: ΛΟΝΔΙΝΟΝ, 16. (Ρώυτερ). Ἡ ἀνακοίνωσις τῆς βρεταννικῆς κυβερνήσεως, διὰ τῆς ὁποίας ἀνακοινοῦται ἡ ἀπόφασις αὐτῆς νὰ προχωρήσῃ εἰς τὴν ἐφαρμογὴν τοῦ σχεδίου διὰ τὴν Κύπρον, ἔχει ὡς ἑξῆς: Ἡ ἐπὶ τῆς Μεγαλειοτάτης κυβέρνησις ἐξήτασε τὴν κατάστασιν ἐν Κύπρῳ. Διὰ τοὺς λόγους τούτους ἀπεφάσισε νὰ προχωρήσῃ εἰς τὴν ἐφαρμογὴν τοῦ σχεδίου τῆς 19ης Ἰουνίου.	[450, 199, 622, 318]
table-cell: 85,644	[351, 553, 381, 563]
article-text: Εἰς βρεταννικοὺς κύκλους χαρακτηρίζεται ἡ ἀπάντησις ὡς ἀναμενομένη. Ἐπισημαίνεται ὅτι ἡ κυβέρνησις θὰ προχωρήσῃ παρὰ ταῦτα.	[450, 1356, 619, 1400]
ad-line: ΕΚΔΡΟΜΗ ΓΑΛΛΙΑΣ	[296, 1150, 377, 1182]
article-text: ΛΟΝΔΙΝΟΝ, 16. (Ρώυτερ). Ἡ ἀνακοίνωσις τῆς βρεταννικῆς κυβερνήσεως, διὰ τῆς ὁποίας ἀνακοινοῦται ἡ ἀπόφασις αὐτῆς νὰ προχωρήσῃ εἰς τὴν ἐφαρμογὴν τοῦ σχεδίου διὰ τὴν Κύπρον, ἔχει ὡς ἑξῆς: Ἡ ἐπὶ τῆς Μεγαλειοτάτης κυβέρνησις ἐξήτασε τὴν κατάστασιν ἐν Κύπρῳ. Διὰ τοὺς λόγους τούτους ἀπεφάσισε νὰ προχωρήσῃ εἰς τὴν ἐφαρμογὴν τοῦ σχεδίου τῆς 19ης Ἰουνίου.	[450, 322, 622, 439]
ad-line: Ο ΚΟΡΥΦΑΙΟΣ ΤΡΑΓΟΥΔΙΣΤΗΣ	[277, 1036, 396, 1046]
ad-line: Κ. ΧΡΗΣΤΟΣ ΜΑΜΑΛΗΣ	[282, 1290, 391, 1301]
